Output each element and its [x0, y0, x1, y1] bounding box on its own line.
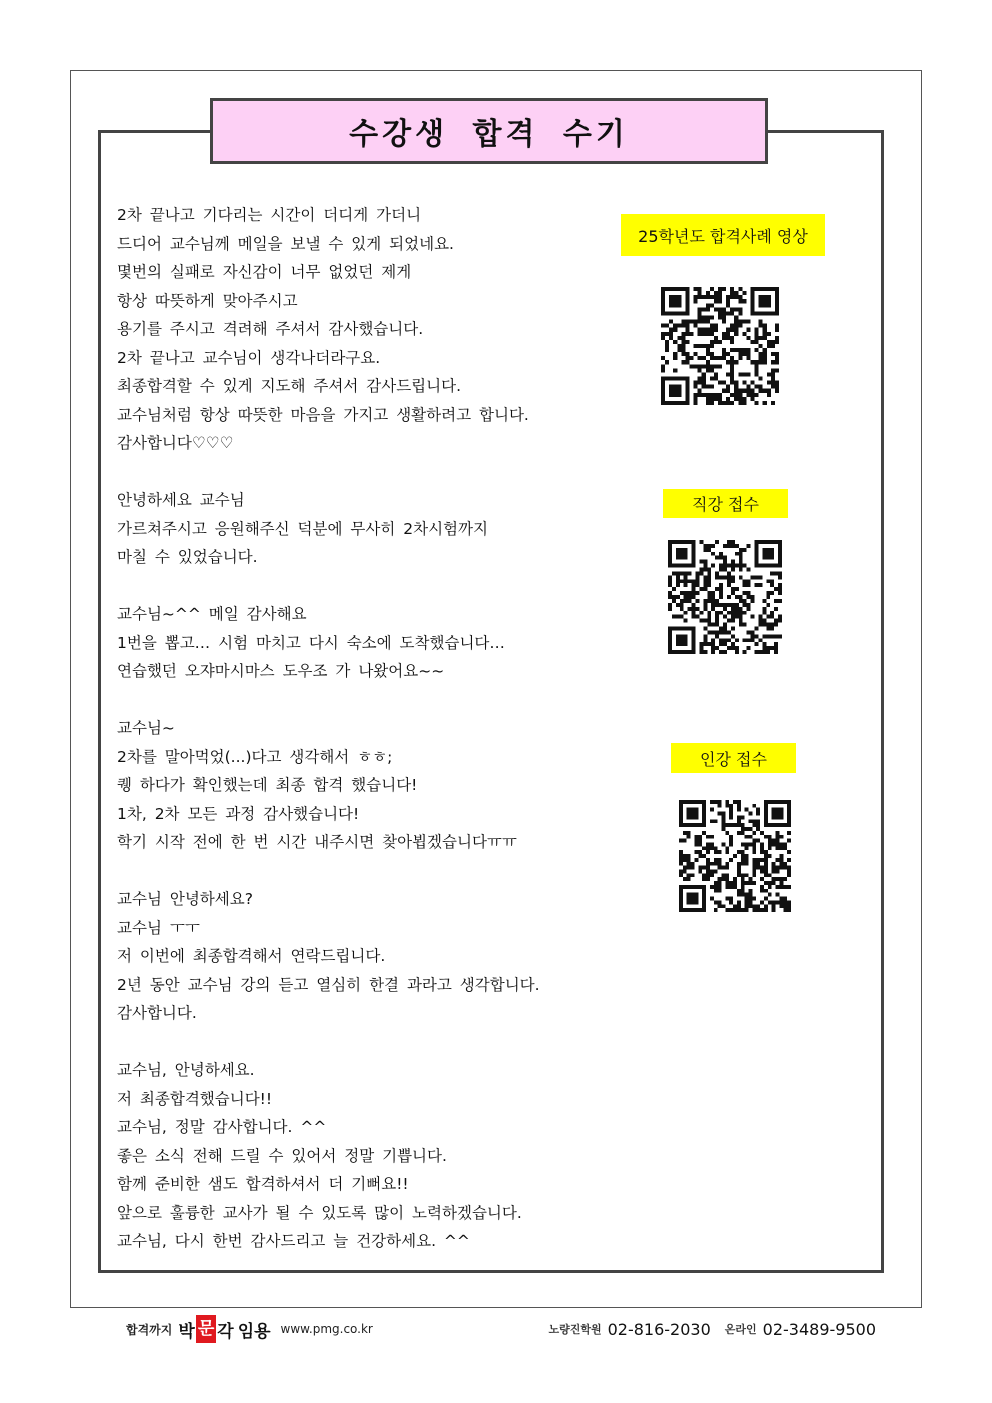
online-qr-code[interactable] [679, 797, 791, 915]
testimonial-line: 감사합니다. [117, 1004, 197, 1022]
testimonial-line: 드디어 교수님께 메일을 보낼 수 있게 되었네요. [117, 234, 454, 253]
testimonial-line: 교수님 안녕하세요? [117, 890, 253, 908]
website-link[interactable]: www.pmg.co.kr [280, 1322, 373, 1336]
testimonial-3 [117, 600, 617, 686]
testimonial-line: 교수님 ㅜㅜ [117, 918, 200, 937]
campus-label: 노량진학원 [548, 1323, 602, 1336]
testimonial-line: 좋은 소식 전해 드릴 수 있어서 정말 기쁩니다. [117, 1146, 447, 1165]
brand-logo [178, 1315, 270, 1343]
testimonial-line: 앞으로 훌륭한 교사가 될 수 있도록 많이 노력하겠습니다. [117, 1203, 522, 1222]
footer-contact-area [548, 1314, 876, 1344]
testimonial-line: 연습했던 오쟈마시마스 도우조 가 나왔어요~~ [117, 662, 445, 680]
online-phone[interactable]: 02-3489-9500 [762, 1319, 876, 1339]
testimonial-line: 교수님처럼 항상 따뜻한 마음을 가지고 생활하려고 합니다. [117, 405, 529, 424]
testimonial-line: 교수님, 다시 한번 감사드리고 늘 건강하세요. ^^ [117, 1232, 470, 1250]
online-contact-label: 온라인 [724, 1323, 757, 1336]
in-person-label: 직강 접수 [663, 489, 788, 518]
testimonial-line: 안녕하세요 교수님 [117, 491, 245, 509]
brand-part-highlight: 문 [196, 1315, 216, 1343]
brand-part: 각 [217, 1321, 234, 1342]
title-banner [210, 98, 768, 164]
brand-part: 박 [178, 1321, 195, 1342]
brand-part: 임용 [237, 1321, 271, 1342]
testimonial-line: 교수님~^^ 메일 감사해요 [117, 605, 307, 623]
testimonial-line: 교수님~ [117, 719, 175, 737]
online-label: 인강 접수 [671, 743, 796, 773]
testimonial-line: 학기 시작 전에 한 번 시간 내주시면 찾아뵙겠습니다ㅠㅠ [117, 833, 517, 851]
testimonial-1 [117, 201, 617, 458]
page-title: 수강생 합격 수기 [349, 117, 629, 152]
video-qr-code[interactable] [661, 282, 779, 410]
testimonial-line: 감사합니다♡♡♡ [117, 434, 234, 452]
in-person-qr-code[interactable] [667, 540, 783, 654]
testimonial-line: 최종합격할 수 있게 지도해 주셔서 감사드립니다. [117, 377, 462, 395]
testimonial-line: 마칠 수 있었습니다. [117, 548, 258, 566]
footer-brand-area [126, 1314, 373, 1344]
testimonial-list [117, 201, 617, 1284]
testimonial-line: 교수님, 안녕하세요. [117, 1061, 255, 1079]
testimonial-line: 저 최종합격했습니다!! [117, 1089, 273, 1108]
testimonial-line: 교수님, 정말 감사합니다. ^^ [117, 1118, 327, 1136]
footer-tagline: 합격까지 [126, 1322, 173, 1337]
testimonial-line: 1번을 뽑고… 시험 마치고 다시 숙소에 도착했습니다… [117, 633, 505, 652]
testimonial-5 [117, 885, 617, 1028]
video-label: 25학년도 합격사례 영상 [621, 214, 825, 256]
testimonial-line: 2년 동안 교수님 강의 듣고 열심히 한결 과라고 생각합니다. [117, 975, 540, 994]
testimonial-2 [117, 486, 617, 572]
testimonial-line: 저 이번에 최종합격해서 연락드립니다. [117, 947, 386, 965]
testimonial-line: 항상 따뜻하게 맞아주시고 [117, 291, 298, 310]
testimonial-line: 용기를 주시고 격려해 주셔서 감사했습니다. [117, 320, 424, 338]
campus-phone[interactable]: 02-816-2030 [607, 1319, 711, 1339]
testimonial-4 [117, 714, 617, 857]
testimonial-line: 퀭 하다가 확인했는데 최종 합격 했습니다! [117, 776, 418, 794]
testimonial-line: 몇번의 실패로 자신감이 너무 없었던 제게 [117, 263, 412, 281]
testimonial-line: 2차 끝나고 교수님이 생각나더라구요. [117, 348, 381, 367]
testimonial-line: 2차 끝나고 기다리는 시간이 더디게 가더니 [117, 206, 422, 224]
testimonial-line: 함께 준비한 샘도 합격하셔서 더 기뻐요!! [117, 1175, 409, 1193]
testimonial-line: 1차, 2차 모든 과정 감사했습니다! [117, 804, 360, 823]
testimonial-6 [117, 1056, 617, 1256]
testimonial-line: 2차를 말아먹었(...)다고 생각해서 ㅎㅎ; [117, 747, 393, 766]
testimonial-line: 가르쳐주시고 응원해주신 덕분에 무사히 2차시험까지 [117, 519, 488, 538]
